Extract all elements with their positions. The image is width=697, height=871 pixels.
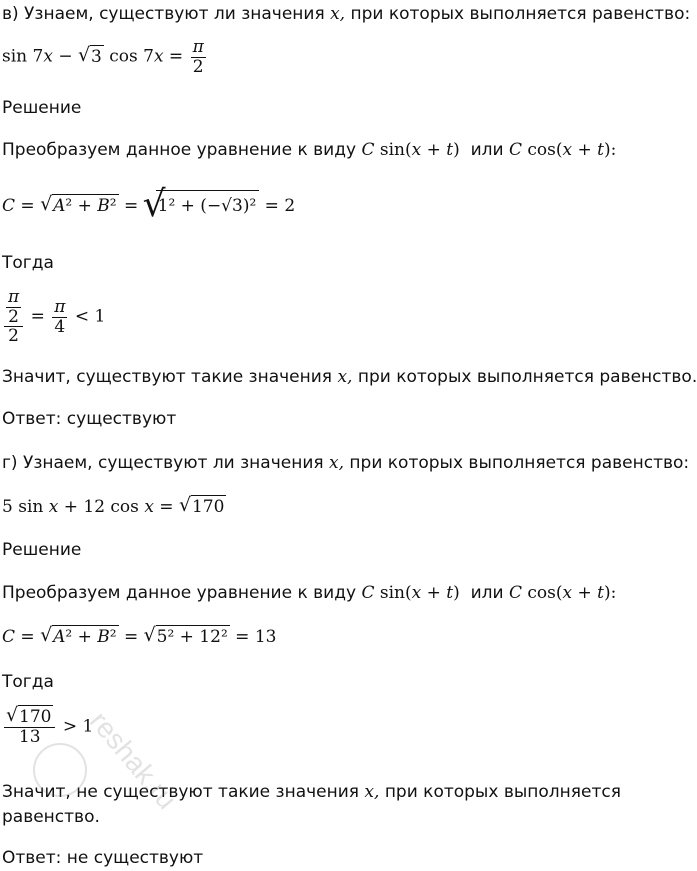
paren: ) xyxy=(453,140,460,160)
transform-text: Преобразуем данное уравнение к виду xyxy=(2,140,357,160)
eq-sin: 5 sin xyxy=(2,497,49,517)
sqrt-25-144 xyxy=(146,627,230,647)
sin: sin( xyxy=(374,140,412,160)
var-a: A xyxy=(53,627,66,647)
frac-den: 2 xyxy=(192,56,204,77)
sqrt-a2-b2 xyxy=(42,627,118,647)
frac-den: 13 xyxy=(18,726,41,747)
part-g-ratio xyxy=(2,708,93,746)
sq: ² xyxy=(109,196,117,216)
equals: = xyxy=(15,196,41,216)
part-v-equation xyxy=(2,38,208,76)
paren: ): xyxy=(603,583,617,603)
equals: = xyxy=(15,627,41,647)
var-x: x, xyxy=(330,4,346,24)
intro-text: в) Узнаем, существуют ли значения xyxy=(2,4,325,24)
var-c: C xyxy=(2,196,16,216)
sqrt-3 xyxy=(80,47,104,67)
sqrt-rad xyxy=(52,194,118,216)
sqrt-arg: 170 xyxy=(19,707,52,727)
part-g-c-formula xyxy=(2,627,276,647)
var-x: x xyxy=(144,497,154,517)
big-sqrt xyxy=(144,196,260,216)
part-v-intro xyxy=(2,4,690,24)
fraction-pi-2 xyxy=(191,38,206,76)
var-t: t xyxy=(446,583,454,603)
less-than-one: < 1 xyxy=(69,306,106,327)
sin: sin( xyxy=(374,583,412,603)
var-x: x, xyxy=(329,453,345,473)
part-g-transform xyxy=(2,583,616,603)
eq-x: x xyxy=(43,46,53,67)
fraction-sqrt170-13 xyxy=(4,708,55,746)
sq: ² xyxy=(109,627,117,647)
sqrt-rad: 5² + 12² xyxy=(156,627,228,647)
part-v-answer: Ответ: существуют xyxy=(2,409,177,429)
var-c: C xyxy=(508,583,522,603)
var-a: A xyxy=(53,196,66,216)
var-t: t xyxy=(597,583,604,603)
sqrt-170 xyxy=(181,497,226,517)
intro-tail: при которых выполняется равенство: xyxy=(349,453,690,473)
eq-cos: cos 7 xyxy=(103,46,154,67)
part-g-then: Тогда xyxy=(2,672,54,692)
var-c: C xyxy=(361,583,375,603)
var-b: B xyxy=(97,627,110,647)
equals: = xyxy=(25,306,51,327)
eq-equals: = xyxy=(163,46,189,67)
plus: + xyxy=(421,583,447,603)
var-x: x xyxy=(411,583,422,603)
part-g-equation xyxy=(2,497,226,517)
paren: ) xyxy=(453,583,460,603)
frac-num xyxy=(4,288,23,327)
part-v-transform xyxy=(2,140,616,160)
compound-fraction xyxy=(4,288,23,346)
eq-x: x xyxy=(153,46,164,67)
frac-num xyxy=(4,708,55,728)
inner-den: 2 xyxy=(8,306,19,327)
frac-den: 2 xyxy=(8,326,19,347)
frac-num: π xyxy=(54,296,66,317)
frac-den: 4 xyxy=(54,316,66,337)
eq-minus: − xyxy=(52,46,78,67)
sq-plus: ² + xyxy=(65,196,98,216)
plus: + xyxy=(572,140,598,160)
sqrt-a2-b2 xyxy=(42,196,118,216)
var-x: x xyxy=(48,497,59,517)
or-text: или xyxy=(470,140,504,160)
var-x: x, xyxy=(337,367,353,387)
var-x: x xyxy=(562,140,573,160)
paren: ): xyxy=(603,140,617,160)
inner-num: π xyxy=(8,287,20,307)
part-v-ratio xyxy=(2,288,105,346)
part-v-conclusion xyxy=(2,367,697,387)
equals: = xyxy=(118,196,144,216)
cos: cos( xyxy=(521,583,563,603)
var-x: x, xyxy=(364,782,380,802)
conclusion-text: Значит, существуют такие значения xyxy=(2,367,333,387)
big-sqrt-rad: 1² + (−√3)² xyxy=(156,190,260,216)
part-v-c-formula xyxy=(2,196,295,216)
sqrt-170 xyxy=(8,708,53,727)
greater-than-one: > 1 xyxy=(57,716,94,737)
plus: + xyxy=(421,140,447,160)
result: = 2 xyxy=(259,196,296,216)
conclusion-tail: при которых выполняется равенство. xyxy=(357,367,697,387)
frac-num: π xyxy=(192,37,204,57)
conclusion-tail: при которых выполняется xyxy=(384,782,621,802)
part-g-intro xyxy=(2,453,689,473)
part-g-conclusion-line1 xyxy=(2,782,621,802)
watermark-text: reshak.ru xyxy=(83,705,183,815)
part-g-answer: Ответ: не существуют xyxy=(2,848,204,868)
equals: = xyxy=(153,497,179,517)
or-text: или xyxy=(470,583,504,603)
var-b: B xyxy=(97,196,110,216)
eq-sin: sin 7 xyxy=(2,46,44,67)
fraction-pi-4 xyxy=(52,298,67,336)
var-t: t xyxy=(446,140,454,160)
part-v-solution-label: Решение xyxy=(2,98,82,118)
var-c: C xyxy=(361,140,375,160)
part-g-solution-label: Решение xyxy=(2,540,82,560)
sqrt-arg: 170 xyxy=(191,497,225,517)
var-t: t xyxy=(597,140,604,160)
result: = 13 xyxy=(229,627,277,647)
transform-text: Преобразуем данное уравнение к виду xyxy=(2,583,357,603)
var-c: C xyxy=(2,627,16,647)
sqrt-rad xyxy=(52,625,118,647)
part-g-conclusion-line2: равенство. xyxy=(2,807,100,827)
var-c: C xyxy=(508,140,522,160)
plus: + xyxy=(572,583,598,603)
cos: cos( xyxy=(521,140,563,160)
intro-text: г) Узнаем, существуют ли значения xyxy=(2,453,324,473)
conclusion-text: Значит, не существуют такие значения xyxy=(2,782,359,802)
equals: = xyxy=(118,627,144,647)
sq-plus: ² + xyxy=(65,627,98,647)
var-x: x xyxy=(411,140,422,160)
intro-tail: при которых выполняется равенство: xyxy=(350,4,691,24)
sqrt-arg: 3 xyxy=(91,46,102,67)
var-x: x xyxy=(562,583,573,603)
part-v-then: Тогда xyxy=(2,253,54,273)
inner-fraction xyxy=(6,288,21,326)
eq-cos: + 12 cos xyxy=(58,497,145,517)
